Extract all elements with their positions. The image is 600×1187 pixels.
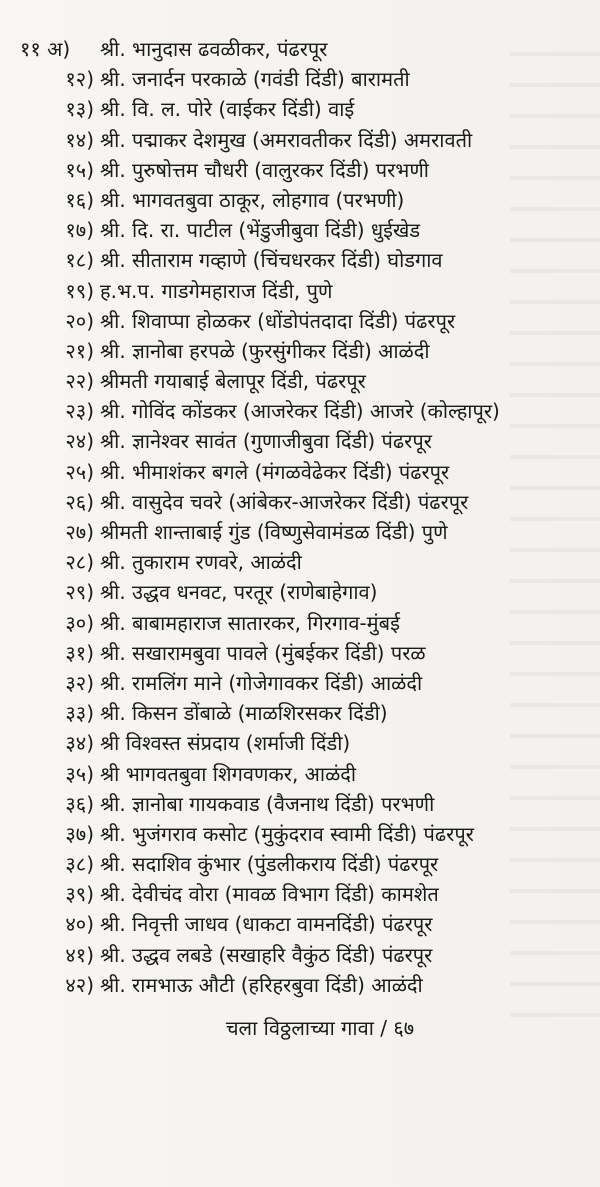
entry-text: श्री. भुजंगराव कसोट (मुकुंदराव स्वामी दिंडी) पंढरपूर (100, 821, 474, 846)
list-item (14, 970, 534, 1000)
entry-number: २१) (65, 338, 94, 363)
entry-number: १२) (65, 67, 94, 92)
entry-text: श्री. सदाशिव कुंभार (पुंडलीकराय दिंडी) पंढरपूर (100, 852, 439, 877)
entry-text: श्री. देवीचंद वोरा (मावळ विभाग दिंडी) कामशेत (100, 882, 439, 907)
entry-number: ३०) (65, 610, 94, 635)
entry-number: २४) (65, 429, 94, 454)
list-item (14, 215, 534, 245)
entry-number: ३१) (65, 640, 94, 665)
list-item (14, 155, 534, 185)
entry-number: ३३) (65, 701, 94, 726)
list-item (14, 698, 534, 728)
entry-text: श्री. ज्ञानोबा गायकवाड (वैजनाथ दिंडी) परभणी (100, 791, 435, 816)
entry-number: ३७) (65, 821, 94, 846)
list-item (14, 547, 534, 577)
entry-number: ११ अ) (20, 37, 71, 61)
entry-text: श्री. सखारामबुवा पावले (मुंबईकर दिंडी) परळ (100, 640, 426, 665)
entry-number: १९) (65, 278, 94, 303)
list-item (14, 849, 534, 879)
entry-text: श्री. रामलिंग माने (गोजेगावकर दिंडी) आळंदी (100, 670, 423, 695)
list-item (14, 517, 534, 547)
entry-number: ३८) (65, 852, 94, 877)
entry-number: २७) (65, 520, 94, 544)
dindi-list (14, 34, 534, 1000)
entry-text: श्री. वासुदेव चवरे (आंबेकर-आजरेकर दिंडी) पंढरपूर (100, 489, 469, 514)
entry-text: श्री. रामभाऊ औटी (हरिहरबुवा दिंडी) आळंदी (100, 972, 423, 997)
entry-text: श्री विश्वस्त संप्रदाय (शर्माजी दिंडी) (100, 731, 351, 756)
list-item (14, 64, 534, 94)
entry-number: १४) (65, 127, 94, 152)
entry-text: श्री. पद्माकर देशमुख (अमरावतीकर दिंडी) अमरावती (100, 127, 473, 152)
list-item (14, 668, 534, 698)
list-item (14, 396, 534, 426)
entry-number: ३६) (65, 791, 94, 816)
list-item (14, 487, 534, 517)
entry-text: श्रीमती गयाबाई बेलापूर दिंडी, पंढरपूर (100, 369, 366, 394)
entry-number: ३९) (65, 882, 94, 907)
list-item (14, 759, 534, 789)
entry-text: श्री. तुकाराम रणवरे, आळंदी (100, 550, 302, 575)
list-item (14, 819, 534, 849)
entry-number: २२) (65, 369, 94, 394)
entry-text: श्री. ज्ञानोबा हरपळे (फुरसुंगीकर दिंडी) आळंदी (100, 338, 430, 363)
list-item (14, 789, 534, 819)
entry-number: २५) (65, 459, 94, 484)
entry-text: श्री. जनार्दन परकाळे (गवंडी दिंडी) बारामती (100, 67, 410, 92)
entry-text: श्री. सीताराम गव्हाणे (चिंचधरकर दिंडी) घोडगाव (100, 248, 443, 273)
entry-number: १५) (65, 157, 94, 182)
entry-text: श्री. भागवतबुवा ठाकूर, लोहगाव (परभणी) (100, 187, 405, 212)
entry-text: श्री. शिवाप्पा होळकर (धोंडोपंतदादा दिंडी) पंढरपूर (100, 308, 456, 333)
entry-number: २९) (65, 580, 94, 605)
entry-text: श्री. उद्धव लबडे (सखाहरि वैकुंठ दिंडी) पंढरपूर (100, 942, 433, 967)
list-item (14, 728, 534, 758)
list-item (14, 125, 534, 155)
entry-number: १३) (65, 97, 94, 122)
list-item (14, 577, 534, 607)
entry-text: श्रीमती शान्ताबाई गुंड (विष्णुसेवामंडळ दिंडी) पुणे (100, 520, 448, 544)
entry-number: २६) (65, 489, 94, 514)
list-item (14, 94, 534, 124)
list-item (14, 336, 534, 366)
list-item (14, 306, 534, 336)
entry-number: ४०) (65, 912, 94, 937)
entry-number: २०) (65, 308, 94, 333)
entry-text: श्री. दि. रा. पाटील (भेंडुजीबुवा दिंडी) धुईखेड (100, 218, 421, 243)
entry-number: १७) (65, 218, 94, 243)
entry-text: ह.भ.प. गाडगेमहाराज दिंडी, पुणे (100, 278, 333, 303)
list-item (14, 276, 534, 306)
entry-text: श्री भागवतबुवा शिगवणकर, आळंदी (100, 761, 357, 786)
entry-text: श्री. किसन डोंबाळे (माळशिरसकर दिंडी) (100, 701, 388, 726)
entry-number: ३२) (65, 670, 94, 695)
entry-number: ४१) (65, 942, 94, 967)
list-item (14, 909, 534, 939)
list-item (14, 608, 534, 638)
entry-text: श्री. उद्धव धनवट, परतूर (राणेबाहेगाव) (100, 580, 378, 605)
entry-number: १६) (65, 187, 94, 212)
list-item (14, 638, 534, 668)
entry-text: श्री. भीमाशंकर बगले (मंगळवेढेकर दिंडी) पंढरपूर (100, 459, 450, 484)
list-item (14, 940, 534, 970)
entry-number: ४२) (65, 972, 94, 997)
list-item (14, 34, 534, 64)
entry-text: श्री. भानुदास ढवळीकर, पंढरपूर (100, 37, 328, 61)
list-item (14, 366, 534, 396)
entry-number: १८) (65, 248, 94, 273)
entry-text: श्री. पुरुषोत्तम चौधरी (वालुरकर दिंडी) परभणी (100, 157, 429, 182)
entry-text: श्री. बाबामहाराज सातारकर, गिरगाव-मुंबई (100, 610, 400, 635)
list-item (14, 185, 534, 215)
entry-text: श्री. ज्ञानेश्वर सावंत (गुणाजीबुवा दिंडी) पंढरपूर (100, 429, 432, 454)
page-footer: चला विठ्ठलाच्या गावा / ६७ (225, 1016, 415, 1040)
list-item (14, 426, 534, 456)
list-item (14, 245, 534, 275)
entry-number: ३४) (65, 731, 94, 756)
entry-number: ३५) (65, 761, 94, 786)
entry-number: २८) (65, 550, 94, 575)
list-item (14, 457, 534, 487)
entry-text: श्री. गोविंद कोंडकर (आजरेकर दिंडी) आजरे (कोल्हापूर) (100, 399, 500, 424)
entry-text: श्री. वि. ल. पोरे (वाईकर दिंडी) वाई (100, 97, 355, 122)
entry-number: २३) (65, 399, 94, 424)
entry-text: श्री. निवृत्ती जाधव (धाकटा वामनदिंडी) पंढरपूर (100, 912, 433, 937)
list-item (14, 879, 534, 909)
